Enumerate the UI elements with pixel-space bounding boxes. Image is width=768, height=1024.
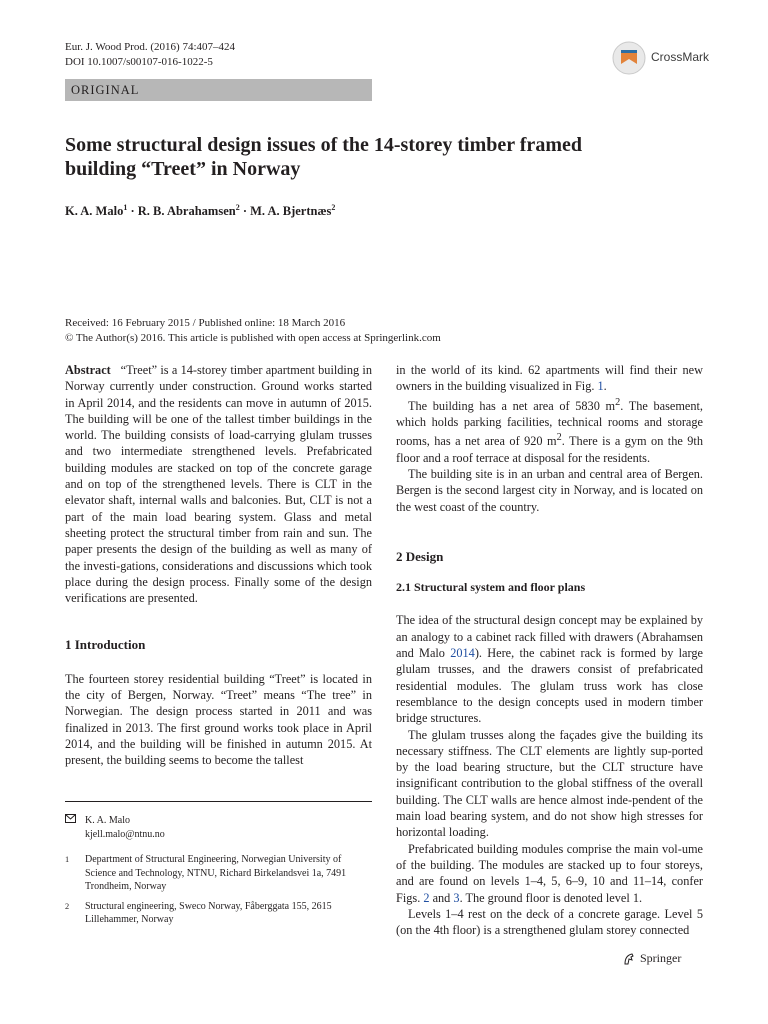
title-line-2: building “Treet” in Norway bbox=[65, 158, 301, 180]
springer-horse-icon bbox=[622, 952, 636, 966]
intro-paragraph: The fourteen storey residential building “Treet” is located in the city of Bergen, Norway. “Treet” means “The tree” in Norwegian. The design process started in 2011 and was finalized in 2013. The first ground works took place in April 2014, and the building will be finished in autumn 2015. At present, the building seems to become the tallest bbox=[65, 671, 372, 768]
body-paragraph: Prefabricated building modules comprise the main vol-ume of the building. The modules are stacked up to four storeys, and are found on levels 1–4, 5, 6–9, 10 and 11–14, confer Figs. 2 and 3. The ground floor is denoted level 1. bbox=[396, 841, 703, 905]
body-paragraph: The glulam trusses along the façades give the building its necessary stiffness. The CLT elements are lightly sup-ported by the load bearing structure, but the CLT structure have insignificant contribution to the global stiffness of the overall building. The CLT walls are hence almost inde-pendent of the main load bearing system, and do not show high stresses for horizontal loading. bbox=[396, 727, 703, 840]
affiliation-text: Department of Structural Engineering, Norwegian University of Science and Technology, NTNU, Richard Birkelandsvei 1a, 7491 Trondheim, Norway bbox=[85, 854, 347, 892]
author-name[interactable]: M. A. Bjertnæs bbox=[250, 204, 332, 219]
crossmark-badge[interactable] bbox=[611, 40, 721, 76]
publisher-name: Springer bbox=[640, 951, 682, 965]
publication-dates bbox=[65, 316, 441, 346]
received-published: Received: 16 February 2015 / Published online: 18 March 2016 bbox=[65, 317, 346, 329]
author-name[interactable]: K. A. Malo bbox=[65, 204, 124, 219]
abstract-label: Abstract bbox=[65, 363, 111, 377]
envelope-icon bbox=[65, 814, 85, 841]
affiliation-text: Structural engineering, Sweco Norway, Fåberggata 155, 2615 Lillehammer, Norway bbox=[85, 900, 332, 925]
body-paragraph: The building site is in an urban and central area of Bergen. Bergen is the second largest city in Norway, and is located on the west coast of the country. bbox=[396, 466, 703, 514]
journal-citation: Eur. J. Wood Prod. (2016) 74:407–424 bbox=[65, 41, 236, 53]
affiliation-1 bbox=[65, 853, 372, 894]
author-separator: · bbox=[127, 204, 138, 219]
crossmark-label: CrossMark bbox=[651, 50, 710, 64]
crossmark-icon bbox=[611, 40, 647, 76]
article-title bbox=[65, 133, 705, 181]
contact-email[interactable]: kjell.malo@ntnu.no bbox=[85, 828, 165, 840]
title-line-1: Some structural design issues of the 14-storey timber framed bbox=[65, 134, 582, 156]
figure-link[interactable]: 2 bbox=[423, 890, 430, 905]
affiliation-2 bbox=[65, 900, 372, 927]
doi[interactable]: DOI 10.1007/s00107-016-1022-5 bbox=[65, 56, 213, 68]
contact-name: K. A. Malo bbox=[85, 815, 130, 826]
corresponding-author bbox=[65, 814, 372, 841]
author-name[interactable]: R. B. Abrahamsen bbox=[137, 204, 236, 219]
citation-link[interactable]: 2014 bbox=[450, 646, 475, 661]
body-paragraph: The building has a net area of 5830 $m^2$. The basement, which holds parking facilities, technical rooms and storage rooms, has a net area of 920 $m^2$. There is a gym on the 9th floor and a roof terrace at disposal for the residents. bbox=[396, 396, 703, 465]
right-column bbox=[396, 362, 703, 938]
body-paragraph: in the world of its kind. 62 apartments will find their new owners in the building visualized in Fig. 1. bbox=[396, 363, 703, 394]
body-paragraph: Levels 1–4 rest on the deck of a concrete garage. Level 5 (on the 4th floor) is a strengthened glulam storey connected bbox=[396, 906, 703, 938]
author-list bbox=[65, 203, 335, 219]
affiliation-mark: 2 bbox=[65, 901, 70, 911]
left-column bbox=[65, 362, 372, 769]
section-heading-design: 2 Design bbox=[396, 548, 444, 564]
affiliation-mark: 2 bbox=[331, 203, 336, 212]
publisher-footer bbox=[622, 951, 681, 966]
affiliation-mark: 2 bbox=[235, 203, 240, 212]
footnotes bbox=[65, 802, 372, 933]
body-paragraph: The idea of the structural design concept may be explained by an analogy to a cabinet rack filled with drawers (Abrahamsen and Malo 2014). Here, the cabinet rack is formed by large glulam trusses, and the drawers consist of prefabricated residential modules. The glulam truss work has close resemblance to the design concepts used in modern timber bridge structures. bbox=[396, 613, 703, 726]
abstract bbox=[65, 362, 372, 606]
author-separator: · bbox=[239, 204, 251, 219]
affiliation-mark: 1 bbox=[65, 855, 70, 864]
article-category-banner: ORIGINAL bbox=[65, 79, 372, 101]
copyright-notice: © The Author(s) 2016. This article is published with open access at Springerlink.com bbox=[65, 332, 441, 344]
journal-info bbox=[65, 40, 235, 70]
affiliation-mark: 1 bbox=[123, 203, 128, 212]
subsection-heading-structural-system: 2.1 Structural system and floor plans bbox=[396, 580, 586, 595]
figure-link[interactable]: 3 bbox=[453, 890, 460, 905]
section-heading-introduction: 1 Introduction bbox=[65, 637, 146, 653]
abstract-text: “Treet” is a 14-storey timber apartment building in Norway currently under construction. Ground works started in April 2014, and the residents can move in autumn of 2015. The building will be one of the tallest timber buildings in the world. The building consists of load-carrying glulam trusses and two intermediate strengthened levels. Prefabricated building modules are stacked on top of the concrete garage and on top of the strengthened levels. There is CLT in the elevator shaft, internal walls and balconies. But, CLT is not a part of the main load bearing system. Glass and metal sheeting protect the structural timber from rain and sun. The paper presents the design of the building as well as many of the investi-gations, considerations and discussions which took place during the design process. Finally some of the design verifications are presented. bbox=[65, 363, 372, 606]
figure-link[interactable]: 1 bbox=[597, 379, 604, 394]
